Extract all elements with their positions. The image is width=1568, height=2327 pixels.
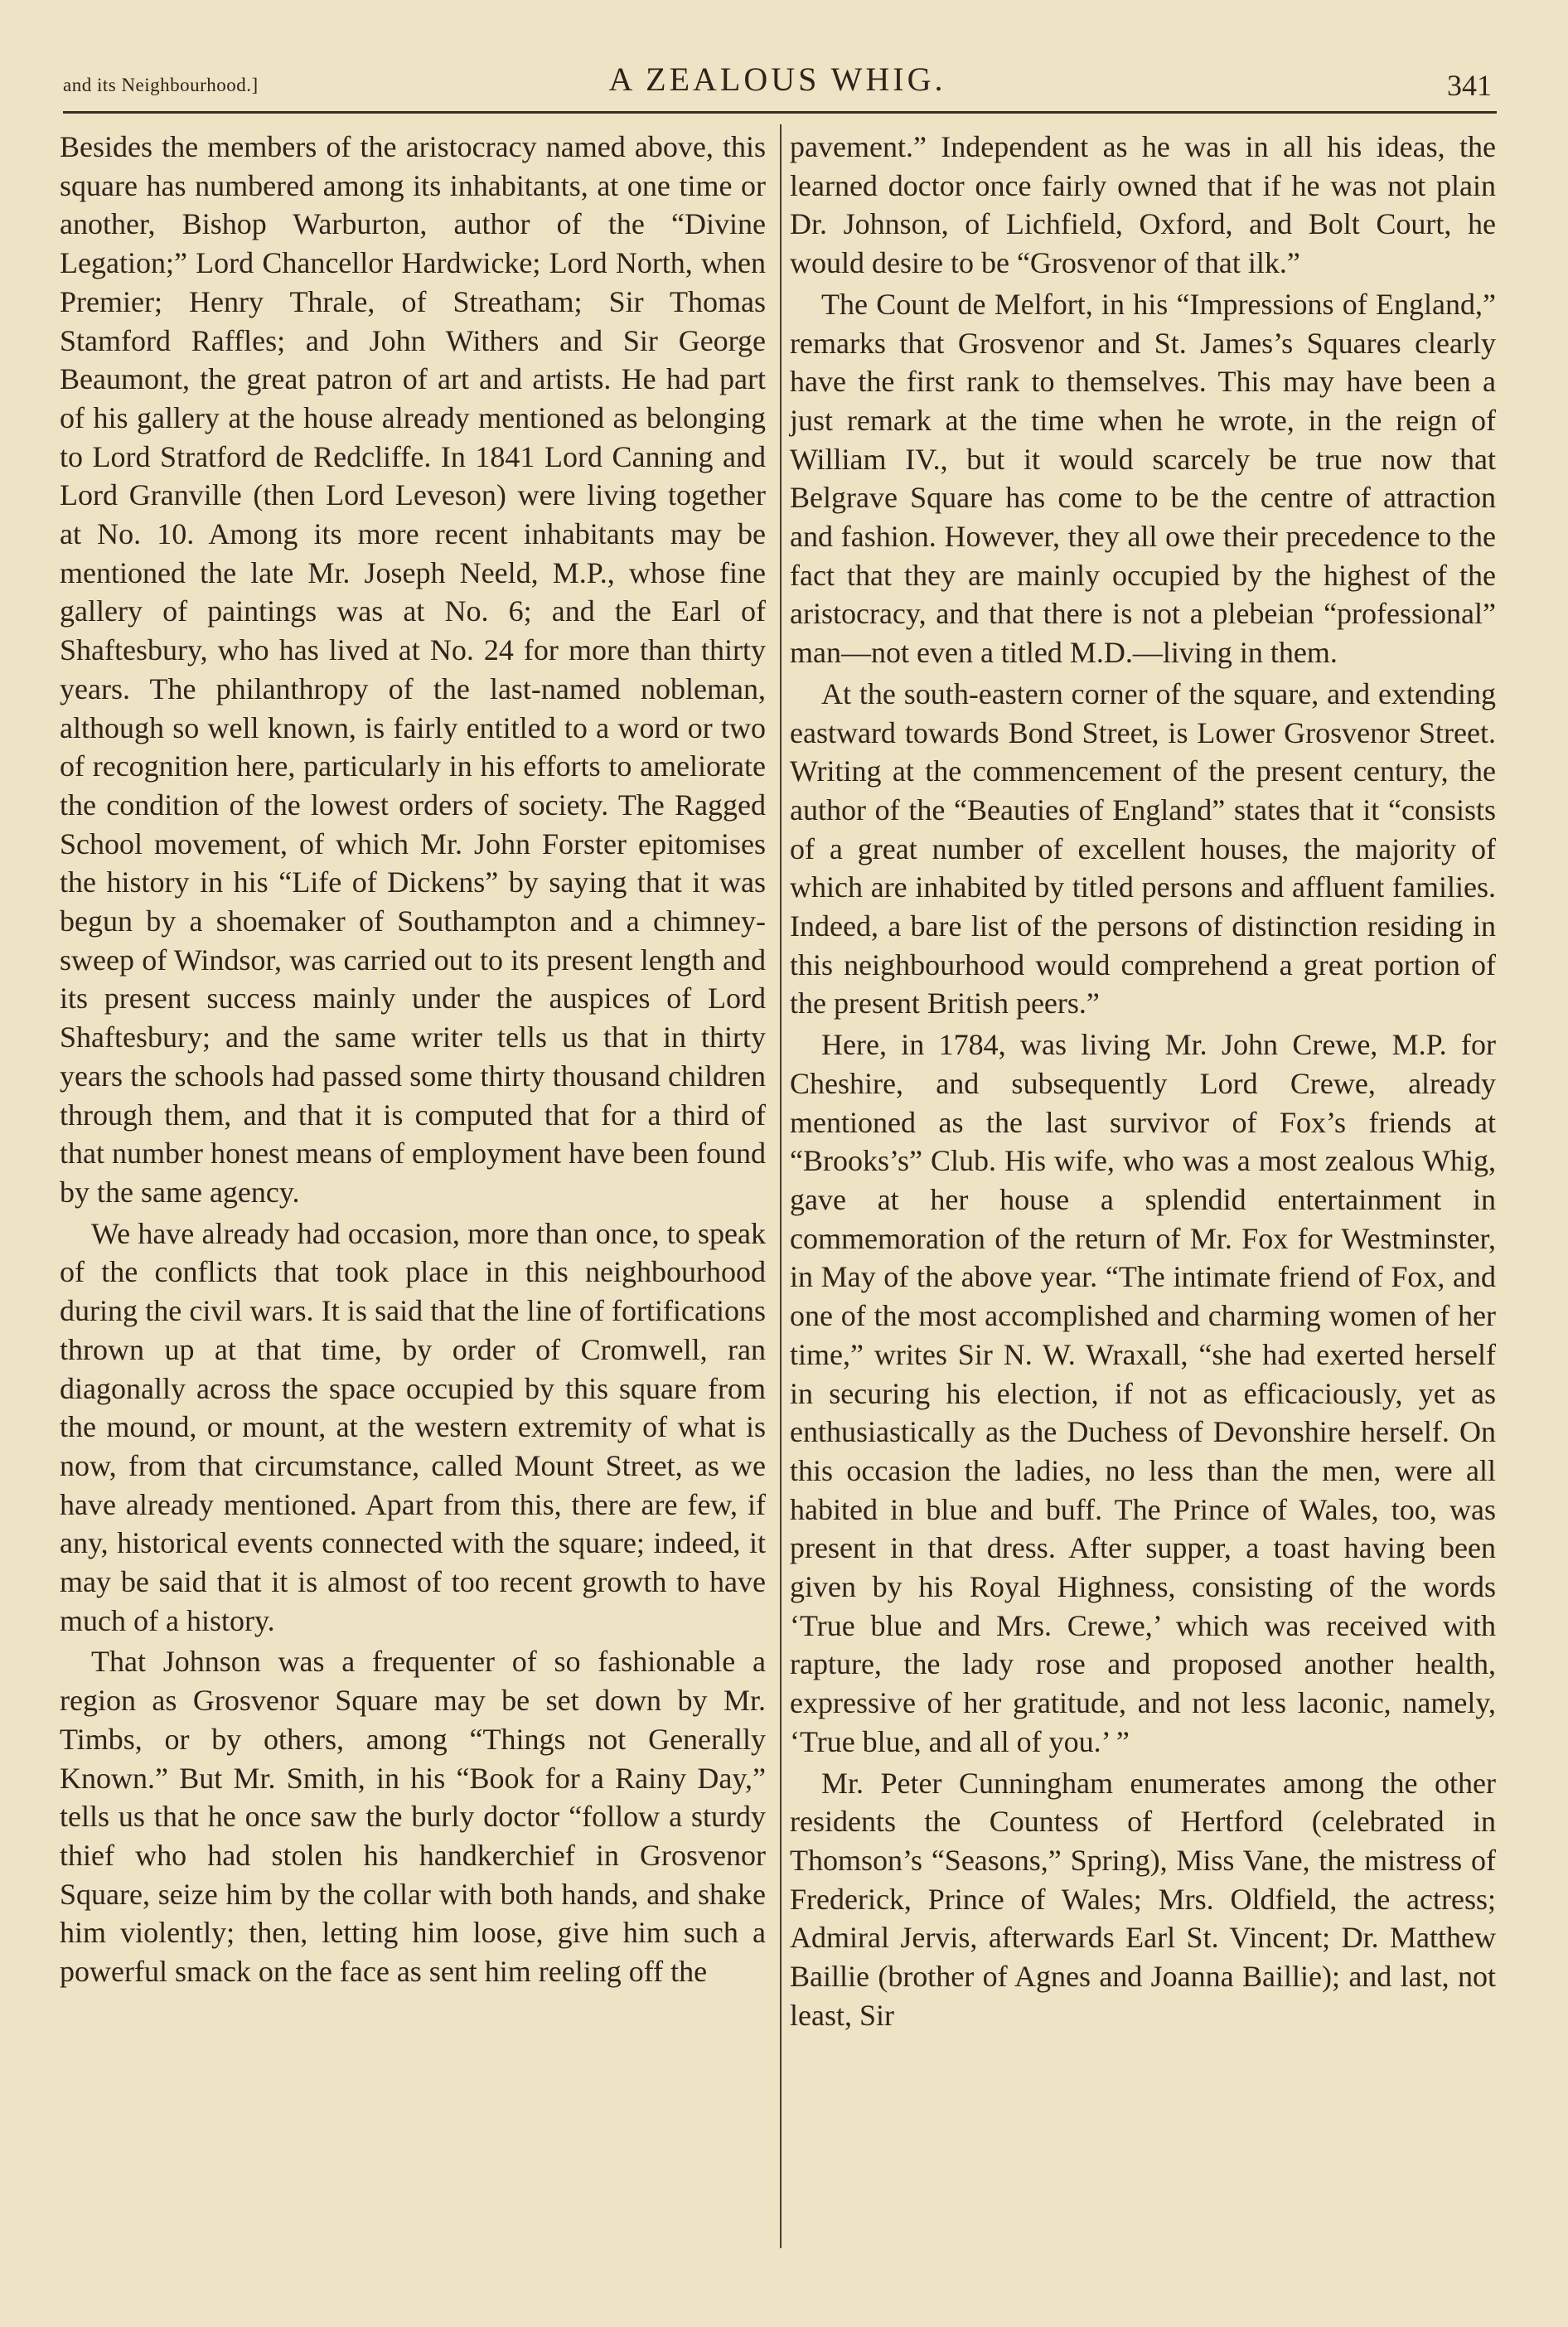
paragraph: pavement.” Independent as he was in all his ideas, the learned doctor once fairly owned that if he was not plain Dr. Johnson, of Lichfield, Oxford, and Bolt Court, he would desire to be “Grosvenor of that ilk.” xyxy=(790,130,1496,280)
paragraph: Mr. Peter Cunningham enumerates among the other residents the Countess of Hertford (celebrated in Thomson’s “Seasons,” Spring), Miss Vane, the mistress of Frederick, Prince of Wales; Mrs. Oldfield, the actress; Admiral Jervis, afterwards Earl St. Vincent; Dr. Matthew Baillie (brother of Agnes and Joanna Baillie); and last, not least, Sir xyxy=(790,1766,1496,2032)
column-divider xyxy=(780,124,782,2248)
paragraph: That Johnson was a frequenter of so fashionable a region as Grosvenor Square may be set down by Mr. Timbs, or by others, among “Things not Generally Known.” But Mr. Smith, in his “Book for a Rainy Day,” tells us that he once saw the burly doctor “follow a sturdy thief who had stolen his handkerchief in Grosvenor Square, seize him by the collar with both hands, and shake him violently; then, letting him loose, give him such a powerful smack on the face as sent him reeling off the xyxy=(60,1645,766,1989)
left-column xyxy=(60,128,766,1991)
page-number: 341 xyxy=(1447,69,1492,102)
paragraph: The Count de Melfort, in his “Impressions of England,” remarks that Grosvenor and St. James’s Squares clearly have the first rank to themselves. This may have been a just remark at the time when he wrote, in the reign of William IV., but it would scarcely be true now that Belgrave Square has come to be the centre of attraction and fashion. However, they all owe their precedence to the fact that they are mainly occupied by the highest of the aristocracy, and that there is not a plebeian “professional” man—not even a titled M.D.—living in them. xyxy=(790,287,1496,670)
paragraph: We have already had occasion, more than once, to speak of the conflicts that took place in this neighbourhood during the civil wars. It is said that the line of fortifications thrown up at that time, by order of Cromwell, ran diagonally across the space occupied by this square from the mound, or mount, at the western extremity of what is now, from that circumstance, called Mount Street, as we have already mentioned. Apart from this, there are few, if any, historical events connected with the square; indeed, it may be said that it is almost of too recent growth to have much of a history. xyxy=(60,1216,766,1637)
page-title: A ZEALOUS WHIG. xyxy=(608,61,946,98)
right-column xyxy=(790,128,1496,2034)
paragraph: Here, in 1784, was living Mr. John Crewe, M.P. for Cheshire, and subsequently Lord Crewe, already mentioned as the last survivor of Fox’s friends at “Brooks’s” Club. His wife, who was a most zealous Whig, gave at her house a splendid entertainment in commemoration of the return of Mr. Fox for Westminster, in May of the above year. “The intimate friend of Fox, and one of the most accomplished and charming women of her time,” writes Sir N. W. Wraxall, “she had exerted herself in securing his election, if not as efficaciously, yet as enthusiastically as the Duchess of Devonshire herself. On this occasion the ladies, no less than the men, were all habited in blue and buff. The Prince of Wales, too, was present in that dress. After supper, a toast having been given by his Royal Highness, consisting of the words ‘True blue and Mrs. Crewe,’ which was received with rapture, the lady rose and proposed another health, expressive of her gratitude, and not less laconic, namely, ‘True blue, and all of you.’ ” xyxy=(790,1028,1496,1758)
section-caption: and its Neighbourhood.] xyxy=(63,75,259,95)
paragraph: At the south-eastern corner of the square, and extending eastward towards Bond Street, is Lower Grosvenor Street. Writing at the commencement of the present century, the author of the “Beauties of England” states that it “consists of a great number of excellent houses, the majority of which are inhabited by titled persons and affluent families. Indeed, a bare list of the persons of distinction residing in this neighbourhood would comprehend a great portion of the present British peers.” xyxy=(790,676,1496,1020)
header-rule xyxy=(63,111,1497,114)
paragraph: Besides the members of the aristocracy named above, this square has numbered among its inhabitants, at one time or another, Bishop Warburton, author of the “Divine Legation;” Lord Chancellor Hardwicke; Lord North, when Premier; Henry Thrale, of Streatham; Sir Thomas Stamford Raffles; and John Withers and Sir George Beaumont, the great patron of art and artists. He had part of his gallery at the house already mentioned as belonging to Lord Stratford de Redcliffe. In 1841 Lord Canning and Lord Granville (then Lord Leveson) were living together at No. 10. Among its more recent inhabitants may be mentioned the late Mr. Joseph Neeld, M.P., whose fine gallery of paintings was at No. 6; and the Earl of Shaftesbury, who has lived at No. 24 for more than thirty years. The philanthropy of the last-named nobleman, although so well known, is fairly entitled to a word or two of recognition here, particularly in his efforts to ameliorate the condition of the lowest orders of society. The Ragged School movement, of which Mr. John Forster epitomises the history in his “Life of Dickens” by saying that it was begun by a shoemaker of Southampton and a chimney-sweep of Windsor, was carried out to its present length and its present success mainly under the auspices of Lord Shaftesbury; and the same writer tells us that in thirty years the schools had passed some thirty thousand children through them, and that it is computed that for a third of that number honest means of employment have been found by the same agency. xyxy=(60,130,766,1209)
running-head xyxy=(63,60,1492,109)
